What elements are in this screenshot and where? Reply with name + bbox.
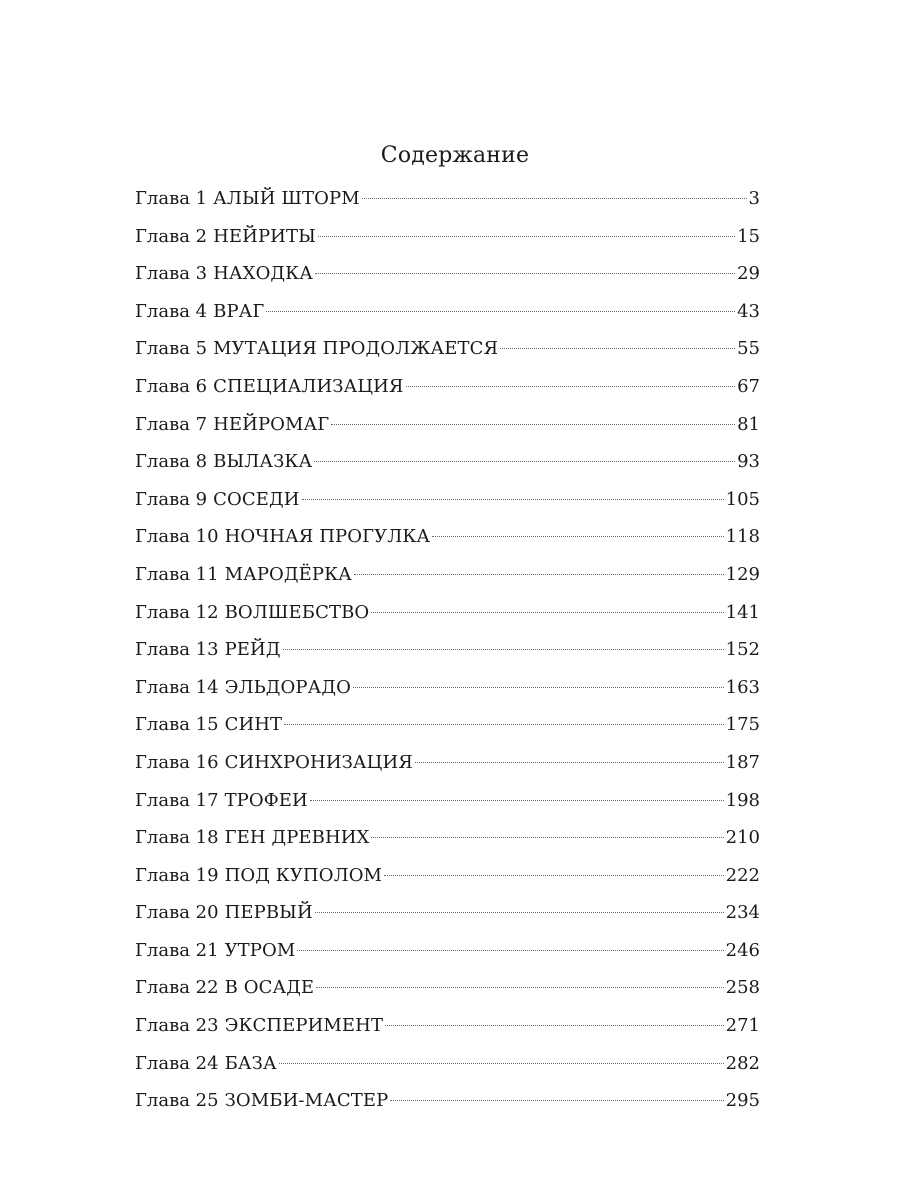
toc-dot-leader bbox=[315, 273, 735, 274]
toc-entry bbox=[135, 443, 760, 481]
toc-chapter-label: Глава 5 bbox=[135, 338, 208, 360]
toc-page-number: 198 bbox=[725, 789, 760, 811]
toc-dot-leader bbox=[362, 198, 747, 199]
toc-dot-leader bbox=[279, 1063, 724, 1064]
toc-page-number: 234 bbox=[725, 902, 760, 924]
toc-chapter-label: Глава 25 bbox=[135, 1090, 219, 1112]
toc-page-number: 105 bbox=[725, 488, 760, 510]
toc-entry bbox=[135, 368, 760, 406]
toc-chapter-title: РЕЙД bbox=[224, 639, 281, 661]
toc-dot-leader bbox=[353, 687, 724, 688]
toc-page-number: 271 bbox=[725, 1015, 760, 1037]
page-title: Содержание bbox=[380, 142, 530, 168]
toc-chapter-title: СОСЕДИ bbox=[213, 488, 300, 510]
toc-dot-leader bbox=[390, 1100, 723, 1101]
toc-chapter-label: Глава 18 bbox=[135, 827, 219, 849]
toc-entry bbox=[135, 969, 760, 1007]
toc-page-number: 67 bbox=[737, 375, 760, 397]
toc-entry bbox=[135, 706, 760, 744]
toc-chapter-label: Глава 15 bbox=[135, 714, 219, 736]
toc-entry bbox=[135, 1082, 760, 1120]
toc-chapter-label: Глава 3 bbox=[135, 263, 208, 285]
toc-chapter-title: В ОСАДЕ bbox=[224, 977, 315, 999]
toc-entry bbox=[135, 406, 760, 444]
toc-chapter-title: ЭЛЬДОРАДО bbox=[224, 676, 351, 698]
toc-chapter-label: Глава 17 bbox=[135, 789, 219, 811]
toc-chapter-title: БАЗА bbox=[224, 1052, 277, 1074]
toc-dot-leader bbox=[384, 875, 724, 876]
toc-page-number: 141 bbox=[725, 601, 760, 623]
toc-dot-leader bbox=[315, 912, 724, 913]
toc-page-number: 152 bbox=[725, 639, 760, 661]
toc-chapter-title: ПЕРВЫЙ bbox=[224, 902, 313, 924]
toc-page-number: 129 bbox=[725, 563, 760, 585]
toc-chapter-label: Глава 22 bbox=[135, 977, 219, 999]
toc-chapter-title: ПОД КУПОЛОМ bbox=[224, 864, 383, 886]
toc-chapter-title: МАРОДЁРКА bbox=[224, 563, 352, 585]
toc-entry bbox=[135, 180, 760, 218]
toc-dot-leader bbox=[266, 311, 735, 312]
toc-chapter-label: Глава 9 bbox=[135, 488, 208, 510]
toc-page-number: 29 bbox=[737, 263, 760, 285]
toc-page-number: 43 bbox=[737, 300, 760, 322]
toc-chapter-title: ЗОМБИ-МАСТЕР bbox=[224, 1090, 389, 1112]
toc-chapter-label: Глава 1 bbox=[135, 188, 208, 209]
toc-chapter-title: АЛЫЙ ШТОРМ bbox=[213, 188, 360, 209]
toc-chapter-title: ВРАГ bbox=[213, 300, 265, 322]
toc-chapter-label: Глава 2 bbox=[135, 225, 208, 247]
toc-dot-leader bbox=[432, 536, 724, 537]
toc-entry bbox=[135, 481, 760, 519]
toc-entry bbox=[135, 218, 760, 256]
toc-chapter-label: Глава 14 bbox=[135, 676, 219, 698]
toc-page-number: 3 bbox=[748, 188, 760, 209]
toc-entry bbox=[135, 819, 760, 857]
toc-entry bbox=[135, 894, 760, 932]
toc-dot-leader bbox=[385, 1025, 724, 1026]
toc-dot-leader bbox=[415, 762, 724, 763]
toc-entry bbox=[135, 556, 760, 594]
toc-page-number: 246 bbox=[725, 939, 760, 961]
toc-chapter-title: СПЕЦИАЛИЗАЦИЯ bbox=[213, 375, 404, 397]
toc-chapter-label: Глава 16 bbox=[135, 751, 219, 773]
toc-entry bbox=[135, 932, 760, 970]
toc-chapter-title: НЕЙРОМАГ bbox=[213, 413, 330, 435]
toc-chapter-title: ВЫЛАЗКА bbox=[213, 451, 313, 473]
toc-entry bbox=[135, 782, 760, 820]
toc-chapter-title: ТРОФЕИ bbox=[224, 789, 308, 811]
toc-dot-leader bbox=[314, 461, 735, 462]
toc-dot-leader bbox=[310, 800, 724, 801]
toc-entry bbox=[135, 669, 760, 707]
toc-entry bbox=[135, 1045, 760, 1083]
toc-chapter-title: ЭКСПЕРИМЕНТ bbox=[224, 1015, 384, 1037]
toc-dot-leader bbox=[371, 612, 723, 613]
toc-page-number: 163 bbox=[725, 676, 760, 698]
toc-dot-leader bbox=[371, 837, 723, 838]
toc-chapter-title: СИНТ bbox=[224, 714, 283, 736]
toc-chapter-title: ВОЛШЕБСТВО bbox=[224, 601, 370, 623]
toc-chapter-title: НОЧНАЯ ПРОГУЛКА bbox=[224, 526, 431, 548]
toc-page-number: 210 bbox=[725, 827, 760, 849]
toc-page-number: 282 bbox=[725, 1052, 760, 1074]
toc-chapter-title: ГЕН ДРЕВНИХ bbox=[224, 827, 370, 849]
toc-chapter-label: Глава 4 bbox=[135, 300, 208, 322]
toc-page-number: 93 bbox=[737, 451, 760, 473]
toc-page-number: 187 bbox=[725, 751, 760, 773]
toc-dot-leader bbox=[284, 724, 723, 725]
toc-chapter-label: Глава 8 bbox=[135, 451, 208, 473]
table-of-contents bbox=[135, 180, 760, 1120]
toc-chapter-title: СИНХРОНИЗАЦИЯ bbox=[224, 751, 413, 773]
toc-entry bbox=[135, 330, 760, 368]
toc-page-number: 258 bbox=[725, 977, 760, 999]
toc-dot-leader bbox=[316, 987, 723, 988]
toc-page-number: 81 bbox=[737, 413, 760, 435]
toc-chapter-title: МУТАЦИЯ ПРОДОЛЖАЕТСЯ bbox=[213, 338, 499, 360]
toc-entry bbox=[135, 1007, 760, 1045]
toc-chapter-label: Глава 21 bbox=[135, 939, 219, 961]
toc-page-number: 222 bbox=[725, 864, 760, 886]
toc-entry bbox=[135, 255, 760, 293]
toc-chapter-label: Глава 23 bbox=[135, 1015, 219, 1037]
toc-entry bbox=[135, 594, 760, 632]
toc-chapter-label: Глава 20 bbox=[135, 902, 219, 924]
toc-dot-leader bbox=[283, 649, 724, 650]
toc-dot-leader bbox=[500, 348, 735, 349]
toc-entry bbox=[135, 518, 760, 556]
toc-page-number: 15 bbox=[737, 225, 760, 247]
toc-entry bbox=[135, 631, 760, 669]
toc-page-number: 295 bbox=[725, 1090, 760, 1112]
toc-page-number: 175 bbox=[725, 714, 760, 736]
toc-dot-leader bbox=[406, 386, 736, 387]
toc-page-number: 55 bbox=[737, 338, 760, 360]
toc-chapter-label: Глава 12 bbox=[135, 601, 219, 623]
toc-chapter-label: Глава 24 bbox=[135, 1052, 219, 1074]
toc-chapter-label: Глава 10 bbox=[135, 526, 219, 548]
toc-dot-leader bbox=[297, 950, 723, 951]
toc-entry bbox=[135, 744, 760, 782]
toc-page-number: 118 bbox=[725, 526, 760, 548]
toc-chapter-title: УТРОМ bbox=[224, 939, 296, 961]
toc-dot-leader bbox=[331, 424, 735, 425]
toc-chapter-title: НАХОДКА bbox=[213, 263, 313, 285]
toc-entry bbox=[135, 857, 760, 895]
toc-dot-leader bbox=[354, 574, 724, 575]
toc-chapter-label: Глава 6 bbox=[135, 375, 208, 397]
toc-chapter-label: Глава 7 bbox=[135, 413, 208, 435]
toc-entry bbox=[135, 293, 760, 331]
toc-dot-leader bbox=[302, 499, 724, 500]
toc-chapter-label: Глава 11 bbox=[135, 563, 219, 585]
toc-chapter-title: НЕЙРИТЫ bbox=[213, 225, 316, 247]
toc-chapter-label: Глава 19 bbox=[135, 864, 219, 886]
toc-dot-leader bbox=[318, 236, 735, 237]
toc-chapter-label: Глава 13 bbox=[135, 639, 219, 661]
